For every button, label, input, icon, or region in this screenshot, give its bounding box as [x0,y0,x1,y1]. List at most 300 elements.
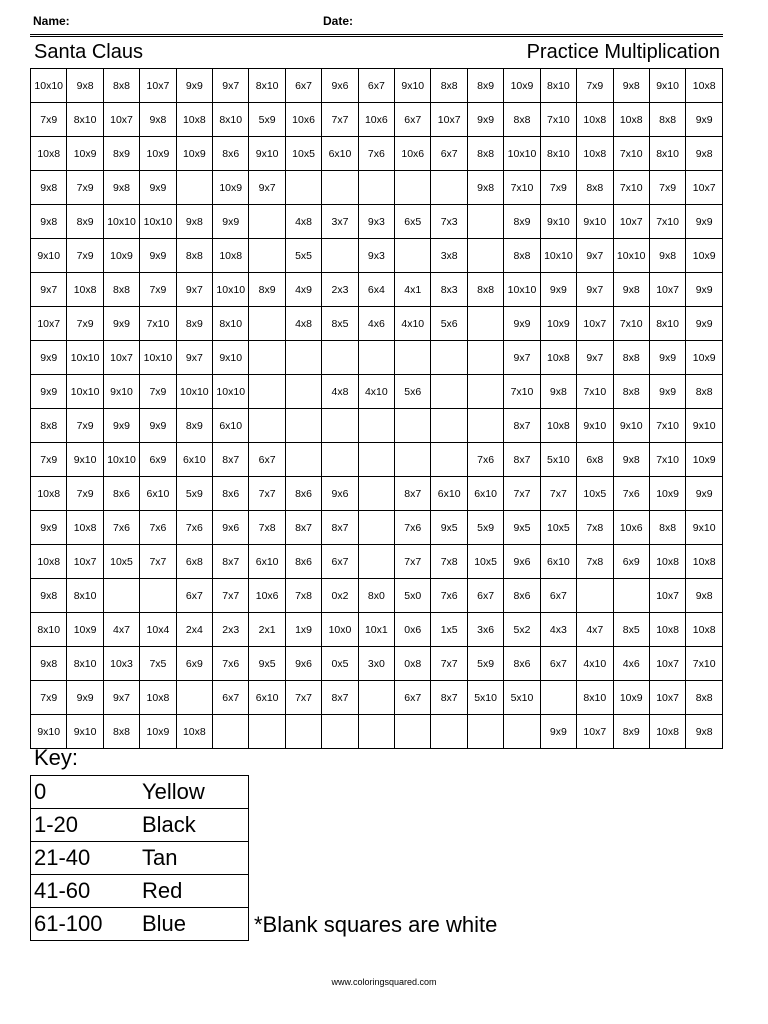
grid-cell: 6x7 [322,545,358,579]
grid-row [31,205,723,239]
grid-row [31,443,723,477]
grid-cell: 10x8 [577,137,613,171]
grid-cell: 5x10 [467,681,503,715]
grid-cell: 8x8 [686,681,723,715]
color-key-table [30,775,249,941]
grid-cell [467,715,503,749]
grid-cell [467,205,503,239]
grid-cell: 10x8 [67,273,103,307]
grid-cell: 3x7 [322,205,358,239]
grid-cell: 9x6 [504,545,540,579]
grid-cell: 8x9 [467,69,503,103]
grid-cell: 10x8 [540,409,576,443]
grid-cell: 8x7 [285,511,321,545]
grid-cell: 1x5 [431,613,467,647]
grid-cell: 4x7 [577,613,613,647]
grid-cell: 10x10 [213,375,249,409]
grid-cell: 7x9 [140,273,176,307]
grid-cell [358,171,394,205]
grid-cell: 5x9 [467,647,503,681]
grid-cell: 8x5 [322,307,358,341]
grid-cell: 8x9 [613,715,649,749]
grid-cell: 9x6 [322,69,358,103]
grid-cell: 9x10 [540,205,576,239]
grid-cell: 7x6 [103,511,139,545]
key-color: Black [139,809,249,842]
grid-cell: 10x10 [103,205,139,239]
grid-cell: 8x9 [67,205,103,239]
grid-cell: 10x9 [686,443,723,477]
grid-cell: 8x10 [649,137,685,171]
grid-cell: 9x8 [540,375,576,409]
grid-cell: 5x9 [467,511,503,545]
grid-cell: 7x10 [613,171,649,205]
grid-cell: 8x6 [285,545,321,579]
grid-cell: 4x10 [358,375,394,409]
grid-cell: 0x8 [395,647,431,681]
grid-cell: 8x9 [504,205,540,239]
grid-cell [103,579,139,613]
grid-cell: 8x3 [431,273,467,307]
grid-cell: 8x7 [504,443,540,477]
grid-cell [358,477,394,511]
grid-cell: 6x7 [395,681,431,715]
grid-cell: 9x9 [540,273,576,307]
grid-cell: 9x9 [649,341,685,375]
grid-cell: 9x9 [140,409,176,443]
grid-cell: 9x8 [686,137,723,171]
grid-row [31,647,723,681]
grid-cell: 10x9 [140,137,176,171]
grid-cell: 8x7 [431,681,467,715]
grid-cell: 10x7 [577,715,613,749]
grid-cell: 5x10 [504,681,540,715]
blank-squares-note: *Blank squares are white [254,912,498,937]
header-rule [30,8,723,37]
grid-cell: 9x9 [103,307,139,341]
grid-cell: 6x7 [176,579,212,613]
grid-cell: 10x5 [540,511,576,545]
grid-cell: 10x9 [67,137,103,171]
grid-cell: 8x8 [103,273,139,307]
grid-cell: 8x7 [213,443,249,477]
grid-cell: 10x10 [540,239,576,273]
multiplication-grid [30,68,723,749]
grid-cell: 8x8 [613,341,649,375]
grid-cell: 5x5 [285,239,321,273]
grid-cell: 9x9 [686,477,723,511]
grid-cell: 10x8 [649,613,685,647]
grid-cell: 9x8 [31,579,67,613]
grid-cell: 7x9 [577,69,613,103]
grid-cell: 9x7 [31,273,67,307]
grid-cell: 6x10 [140,477,176,511]
grid-cell: 9x6 [285,647,321,681]
grid-cell: 7x8 [577,511,613,545]
grid-cell: 9x8 [467,171,503,205]
grid-cell: 9x7 [577,341,613,375]
grid-cell: 9x9 [31,341,67,375]
key-color: Tan [139,842,249,875]
grid-cell: 10x8 [31,545,67,579]
grid-cell: 9x8 [613,273,649,307]
key-color: Yellow [139,776,249,809]
grid-cell: 8x10 [213,103,249,137]
grid-cell: 10x7 [140,69,176,103]
grid-cell: 6x10 [249,545,285,579]
grid-cell: 7x6 [431,579,467,613]
grid-cell: 9x8 [103,171,139,205]
worksheet-subtitle: Practice Multiplication [526,41,720,63]
grid-cell: 8x8 [31,409,67,443]
grid-cell: 4x3 [540,613,576,647]
grid-cell: 6x10 [431,477,467,511]
grid-row [31,171,723,205]
grid-cell: 7x10 [686,647,723,681]
grid-cell [322,239,358,273]
grid-cell: 9x8 [67,69,103,103]
grid-cell [285,171,321,205]
grid-cell: 10x9 [613,681,649,715]
grid-cell: 6x10 [467,477,503,511]
grid-cell [395,715,431,749]
grid-cell: 8x6 [285,477,321,511]
grid-cell [358,545,394,579]
grid-cell [431,375,467,409]
grid-cell: 10x10 [140,205,176,239]
key-range: 1-20 [31,809,140,842]
grid-cell: 2x3 [213,613,249,647]
grid-cell [358,681,394,715]
grid-cell: 7x5 [140,647,176,681]
grid-cell: 10x8 [213,239,249,273]
grid-cell: 8x0 [358,579,394,613]
key-color: Blue [139,908,249,941]
grid-cell: 9x9 [31,375,67,409]
grid-cell: 8x8 [176,239,212,273]
grid-cell: 7x8 [577,545,613,579]
grid-cell: 8x10 [649,307,685,341]
grid-cell: 10x8 [540,341,576,375]
grid-cell: 9x9 [176,69,212,103]
grid-cell: 8x10 [67,579,103,613]
grid-cell: 9x8 [686,715,723,749]
grid-cell: 10x5 [467,545,503,579]
grid-cell: 6x7 [467,579,503,613]
grid-cell: 6x7 [358,69,394,103]
grid-cell: 8x10 [540,69,576,103]
grid-cell: 8x8 [613,375,649,409]
grid-cell: 9x9 [140,239,176,273]
grid-cell: 10x10 [140,341,176,375]
grid-cell: 10x7 [649,273,685,307]
grid-cell: 8x7 [504,409,540,443]
grid-cell: 10x8 [649,715,685,749]
grid-cell: 9x10 [103,375,139,409]
key-range: 61-100 [31,908,140,941]
grid-cell [249,715,285,749]
grid-cell: 10x7 [649,579,685,613]
grid-cell [358,511,394,545]
grid-cell: 9x9 [31,511,67,545]
grid-cell: 8x6 [504,579,540,613]
grid-cell [540,681,576,715]
key-color: Red [139,875,249,908]
grid-cell: 10x9 [67,613,103,647]
grid-cell: 10x10 [31,69,67,103]
grid-cell: 10x10 [67,341,103,375]
grid-cell: 5x0 [395,579,431,613]
grid-cell [322,341,358,375]
grid-cell [467,375,503,409]
grid-cell: 9x8 [31,171,67,205]
grid-cell: 9x5 [431,511,467,545]
grid-cell: 9x10 [686,511,723,545]
grid-cell: 10x9 [540,307,576,341]
grid-cell: 3x0 [358,647,394,681]
grid-cell: 10x1 [358,613,394,647]
grid-cell [249,409,285,443]
grid-cell: 10x0 [322,613,358,647]
grid-cell: 7x7 [213,579,249,613]
grid-cell: 8x10 [540,137,576,171]
grid-cell: 10x7 [613,205,649,239]
grid-cell: 9x9 [467,103,503,137]
grid-row [31,103,723,137]
grid-row [31,375,723,409]
grid-cell: 7x10 [649,205,685,239]
grid-cell: 2x3 [322,273,358,307]
grid-cell: 9x7 [577,239,613,273]
grid-row [31,545,723,579]
key-range: 21-40 [31,842,140,875]
grid-cell: 7x7 [504,477,540,511]
key-range: 41-60 [31,875,140,908]
grid-cell: 6x5 [395,205,431,239]
grid-cell: 9x7 [176,341,212,375]
grid-cell: 7x7 [285,681,321,715]
grid-cell: 7x10 [504,375,540,409]
grid-cell: 2x4 [176,613,212,647]
grid-cell: 7x8 [285,579,321,613]
grid-cell [285,443,321,477]
grid-cell: 7x6 [140,511,176,545]
grid-cell: 10x3 [103,647,139,681]
grid-cell: 6x10 [249,681,285,715]
grid-cell: 7x10 [649,443,685,477]
grid-cell: 10x8 [649,545,685,579]
grid-cell: 3x8 [431,239,467,273]
grid-cell: 5x6 [395,375,431,409]
grid-cell: 6x9 [176,647,212,681]
grid-cell: 7x3 [431,205,467,239]
grid-cell: 7x9 [67,239,103,273]
grid-cell: 9x9 [686,205,723,239]
key-row [31,875,249,908]
grid-cell: 8x8 [577,171,613,205]
grid-cell: 6x9 [613,545,649,579]
key-row [31,809,249,842]
grid-cell: 9x3 [358,205,394,239]
grid-cell: 4x10 [395,307,431,341]
grid-cell: 8x7 [395,477,431,511]
key-title: Key: [34,745,79,770]
grid-cell: 4x9 [285,273,321,307]
grid-cell [431,409,467,443]
grid-row [31,511,723,545]
grid-cell: 6x10 [540,545,576,579]
grid-cell [285,341,321,375]
grid-cell [467,341,503,375]
grid-cell: 8x10 [67,647,103,681]
grid-cell: 10x9 [176,137,212,171]
grid-cell [613,579,649,613]
grid-cell: 10x6 [395,137,431,171]
grid-cell: 7x9 [67,409,103,443]
grid-cell: 9x8 [31,205,67,239]
grid-cell: 0x2 [322,579,358,613]
grid-cell: 7x9 [31,103,67,137]
grid-cell [213,715,249,749]
grid-cell: 10x6 [285,103,321,137]
grid-cell: 9x7 [213,69,249,103]
grid-cell: 9x10 [249,137,285,171]
grid-cell: 7x10 [140,307,176,341]
grid-cell: 8x10 [67,103,103,137]
grid-cell: 9x8 [613,69,649,103]
grid-cell: 0x6 [395,613,431,647]
grid-cell: 7x10 [577,375,613,409]
grid-cell: 10x10 [213,273,249,307]
grid-row [31,579,723,613]
grid-cell: 8x8 [467,273,503,307]
grid-cell: 10x5 [577,477,613,511]
grid-cell: 5x2 [504,613,540,647]
grid-cell: 10x7 [649,681,685,715]
grid-cell: 7x7 [431,647,467,681]
grid-cell: 4x8 [322,375,358,409]
grid-row [31,409,723,443]
grid-cell: 10x4 [140,613,176,647]
grid-cell: 6x9 [140,443,176,477]
grid-cell: 9x10 [67,443,103,477]
grid-cell: 8x10 [31,613,67,647]
grid-row [31,477,723,511]
grid-cell: 9x7 [504,341,540,375]
grid-cell [285,375,321,409]
grid-cell: 10x10 [613,239,649,273]
grid-cell [358,715,394,749]
grid-cell: 4x8 [285,307,321,341]
key-row [31,908,249,941]
grid-cell: 7x6 [613,477,649,511]
grid-cell: 8x6 [504,647,540,681]
grid-cell [577,579,613,613]
grid-cell: 8x7 [213,545,249,579]
grid-cell: 7x8 [249,511,285,545]
grid-cell [395,239,431,273]
grid-cell: 8x9 [176,307,212,341]
grid-cell: 9x8 [649,239,685,273]
grid-cell: 10x10 [504,273,540,307]
grid-cell: 4x6 [358,307,394,341]
footer-url: www.coloringsquared.com [331,977,437,987]
grid-cell: 10x8 [613,103,649,137]
grid-cell: 6x7 [395,103,431,137]
grid-cell: 6x7 [213,681,249,715]
name-label: Name: [33,14,70,28]
grid-cell: 7x9 [67,171,103,205]
grid-cell: 9x9 [686,273,723,307]
grid-cell: 5x9 [176,477,212,511]
grid-cell: 7x9 [67,307,103,341]
grid-cell [358,443,394,477]
grid-cell: 8x9 [103,137,139,171]
grid-cell: 8x8 [504,239,540,273]
grid-cell: 5x10 [540,443,576,477]
grid-cell: 9x7 [176,273,212,307]
grid-cell: 7x10 [540,103,576,137]
grid-cell: 10x8 [176,715,212,749]
grid-cell [467,239,503,273]
key-row [31,842,249,875]
grid-cell: 9x10 [649,69,685,103]
grid-cell: 9x9 [686,307,723,341]
grid-cell: 10x6 [249,579,285,613]
grid-cell: 4x10 [577,647,613,681]
grid-cell: 7x7 [395,545,431,579]
grid-cell: 10x10 [67,375,103,409]
grid-cell: 10x6 [358,103,394,137]
grid-cell: 9x10 [31,239,67,273]
grid-row [31,307,723,341]
grid-cell: 8x8 [649,511,685,545]
grid-cell: 6x7 [540,647,576,681]
grid-cell: 9x10 [395,69,431,103]
grid-cell: 9x9 [67,681,103,715]
grid-cell [322,171,358,205]
grid-cell: 8x6 [213,477,249,511]
grid-cell [249,341,285,375]
grid-cell: 8x5 [613,613,649,647]
grid-cell [249,307,285,341]
grid-cell: 7x10 [613,137,649,171]
grid-cell: 2x1 [249,613,285,647]
grid-cell: 9x9 [140,171,176,205]
grid-cell: 10x7 [67,545,103,579]
grid-cell: 9x3 [358,239,394,273]
grid-cell: 10x6 [613,511,649,545]
grid-row [31,69,723,103]
grid-cell: 10x8 [686,69,723,103]
grid-cell: 7x10 [613,307,649,341]
grid-cell: 9x10 [31,715,67,749]
grid-cell: 7x10 [649,409,685,443]
grid-cell [431,443,467,477]
grid-cell: 7x7 [540,477,576,511]
grid-cell: 6x4 [358,273,394,307]
grid-cell: 9x10 [67,715,103,749]
grid-cell: 6x10 [213,409,249,443]
grid-cell: 4x7 [103,613,139,647]
grid-cell: 9x8 [613,443,649,477]
grid-cell: 6x8 [577,443,613,477]
grid-cell: 9x10 [613,409,649,443]
grid-cell: 8x9 [249,273,285,307]
grid-row [31,613,723,647]
grid-cell: 4x1 [395,273,431,307]
grid-cell: 10x9 [103,239,139,273]
